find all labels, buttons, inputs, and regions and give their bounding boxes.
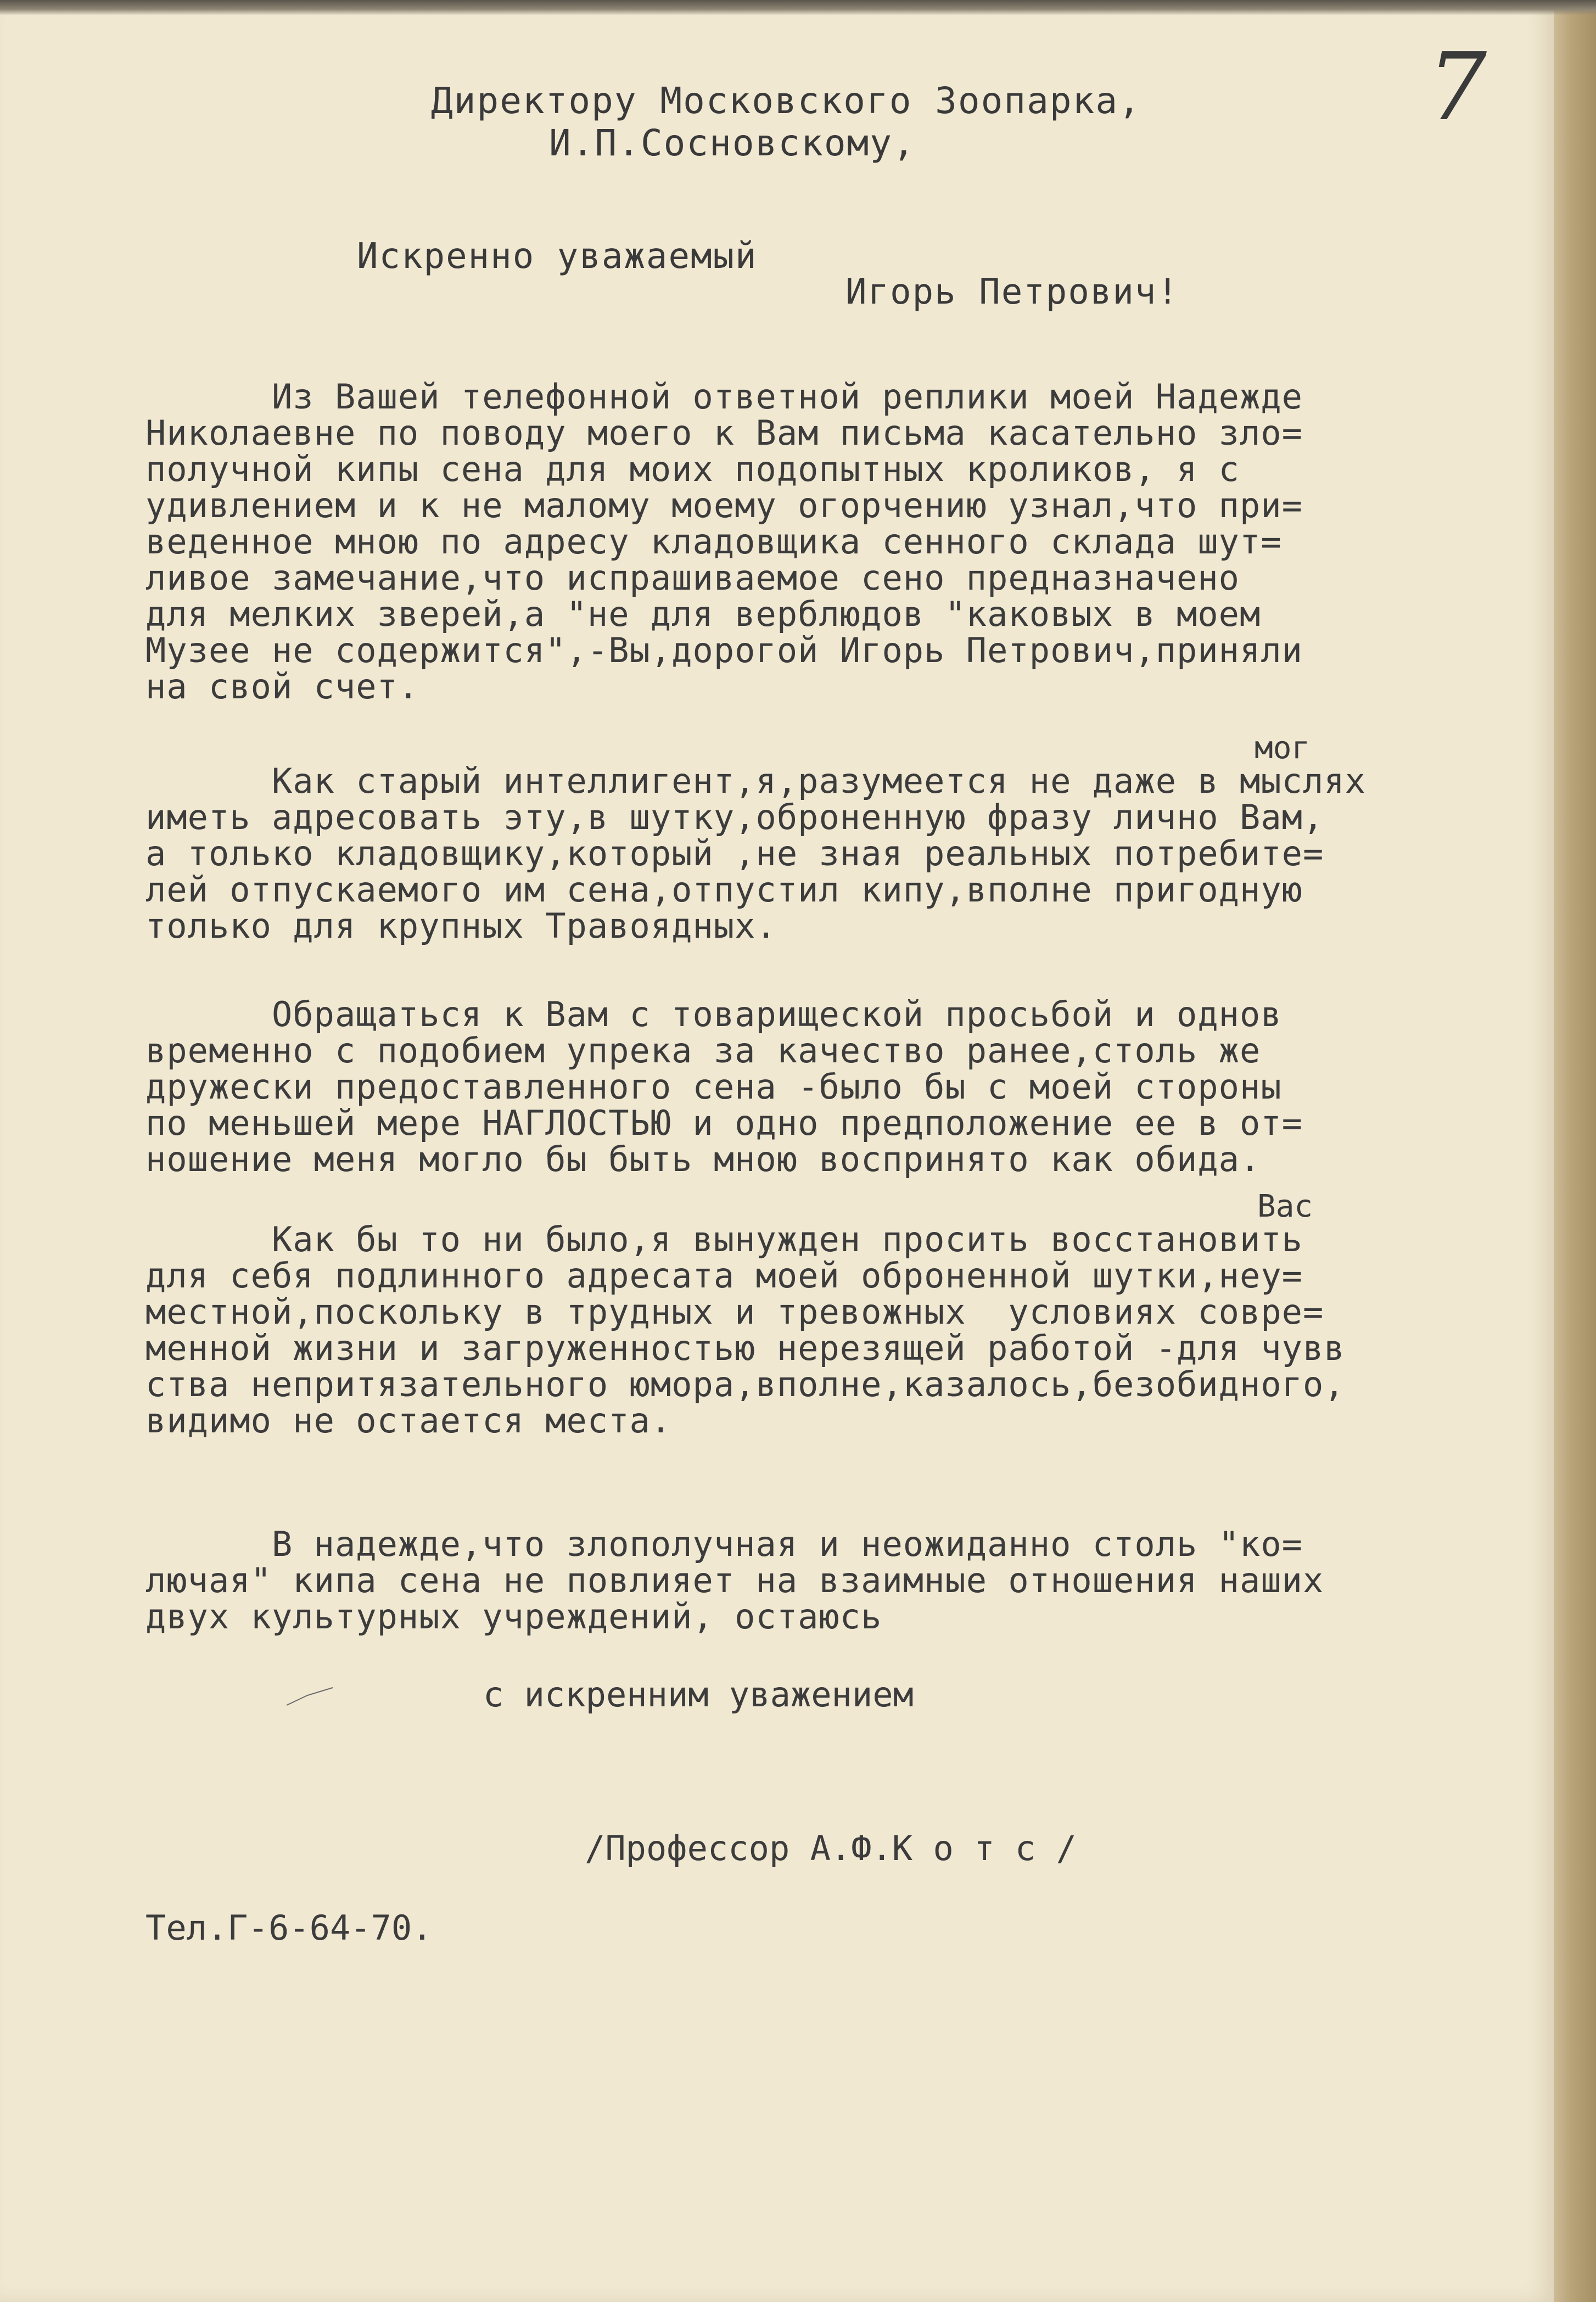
binder-edge bbox=[1554, 0, 1596, 2302]
text-line: видимо не остается места. bbox=[145, 1401, 672, 1441]
text-line: ношение меня могло бы быть мною воспринято как обида. bbox=[145, 1139, 1261, 1179]
page-number: 7 bbox=[1427, 33, 1487, 142]
text-line: лей отпускаемого им сена,отпустил кипу,вполне пригодную bbox=[145, 870, 1303, 910]
text-line: веденное мною по адресу кладовщика сенного склада шут= bbox=[145, 522, 1282, 562]
signature: /Профессор А.Ф.К о т с / bbox=[585, 1828, 1077, 1868]
paragraph-1 bbox=[145, 379, 1303, 705]
text-line: Как старый интеллигент,я,разумеется не даже в мыслях bbox=[145, 761, 1366, 801]
salutation-line-2: Игорь Петрович! bbox=[845, 272, 1179, 312]
pen-stroke-mark bbox=[285, 1685, 335, 1707]
text-line: дружески предоставленного сена -было бы с моей стороны bbox=[145, 1067, 1282, 1107]
phone-number: Тел.Г-6-64-70. bbox=[145, 1908, 433, 1948]
text-line: на свой счет. bbox=[145, 666, 419, 707]
text-line: Николаевне по поводу моего к Вам письма касательно зло= bbox=[145, 413, 1303, 453]
text-line: иметь адресовать эту,в шутку,оброненную фразу лично Вам, bbox=[145, 797, 1324, 837]
addressee-line-1: Директору Московского Зоопарка, bbox=[431, 80, 1141, 122]
text-line: а только кладовщику,который ,не зная реальных потребите= bbox=[145, 833, 1324, 873]
text-line: ливое замечание,что испрашиваемое сено предназначено bbox=[145, 558, 1240, 598]
salutation-line-1: Искренно уважаемый bbox=[357, 236, 758, 277]
text-line: получной кипы сена для моих подопытных кроликов, я с bbox=[145, 449, 1240, 489]
text-line: для мелких зверей,а "не для верблюдов "каковых в моем bbox=[145, 594, 1261, 634]
addressee-line-2: И.П.Сосновскому, bbox=[549, 122, 916, 164]
text-line: временно с подобием упрека за качество ранее,столь же bbox=[145, 1030, 1261, 1071]
closing-phrase: с искренним уважением bbox=[483, 1674, 914, 1715]
text-line: Как бы то ни было,я вынужден просить восстановить bbox=[145, 1219, 1303, 1259]
paragraph-2 bbox=[145, 763, 1366, 944]
text-line: местной,поскольку в трудных и тревожных условиях совре= bbox=[145, 1292, 1324, 1332]
text-line: Обращаться к Вам с товарищеской просьбой и однов bbox=[145, 994, 1282, 1034]
text-line: В надежде,что злополучная и неожиданно столь "ко= bbox=[145, 1524, 1303, 1564]
paragraph-3 bbox=[145, 996, 1303, 1178]
handwritten-insertion-1: мог bbox=[1255, 730, 1311, 766]
text-line: ства непритязательного юмора,вполне,казалось,безобидного, bbox=[145, 1364, 1345, 1404]
paragraph-4 bbox=[145, 1219, 1345, 1441]
text-line: лючая" кипа сена не повлияет на взаимные отношения наших bbox=[145, 1560, 1324, 1600]
text-line: для себя подлинного адресата моей оброненной шутки,неу= bbox=[145, 1256, 1303, 1296]
text-line: двух культурных учреждений, остаюсь bbox=[145, 1597, 882, 1637]
text-line: только для крупных Травоядных. bbox=[145, 906, 777, 946]
page-top-shadow bbox=[0, 0, 1596, 15]
text-line: Музее не содержится",-Вы,дорогой Игорь Петрович,приняли bbox=[145, 630, 1303, 670]
text-line: по меньшей мере НАГЛОСТЬЮ и одно предположение ее в от= bbox=[145, 1103, 1303, 1143]
text-line: Из Вашей телефонной ответной реплики моей Надежде bbox=[145, 377, 1303, 417]
handwritten-insertion-2: Вас bbox=[1257, 1189, 1313, 1224]
text-line: удивлением и к не малому моему огорчению узнал,что при= bbox=[145, 485, 1303, 525]
text-line: менной жизни и загруженностью нерезящей работой -для чувв bbox=[145, 1328, 1345, 1368]
paragraph-5 bbox=[145, 1526, 1324, 1635]
